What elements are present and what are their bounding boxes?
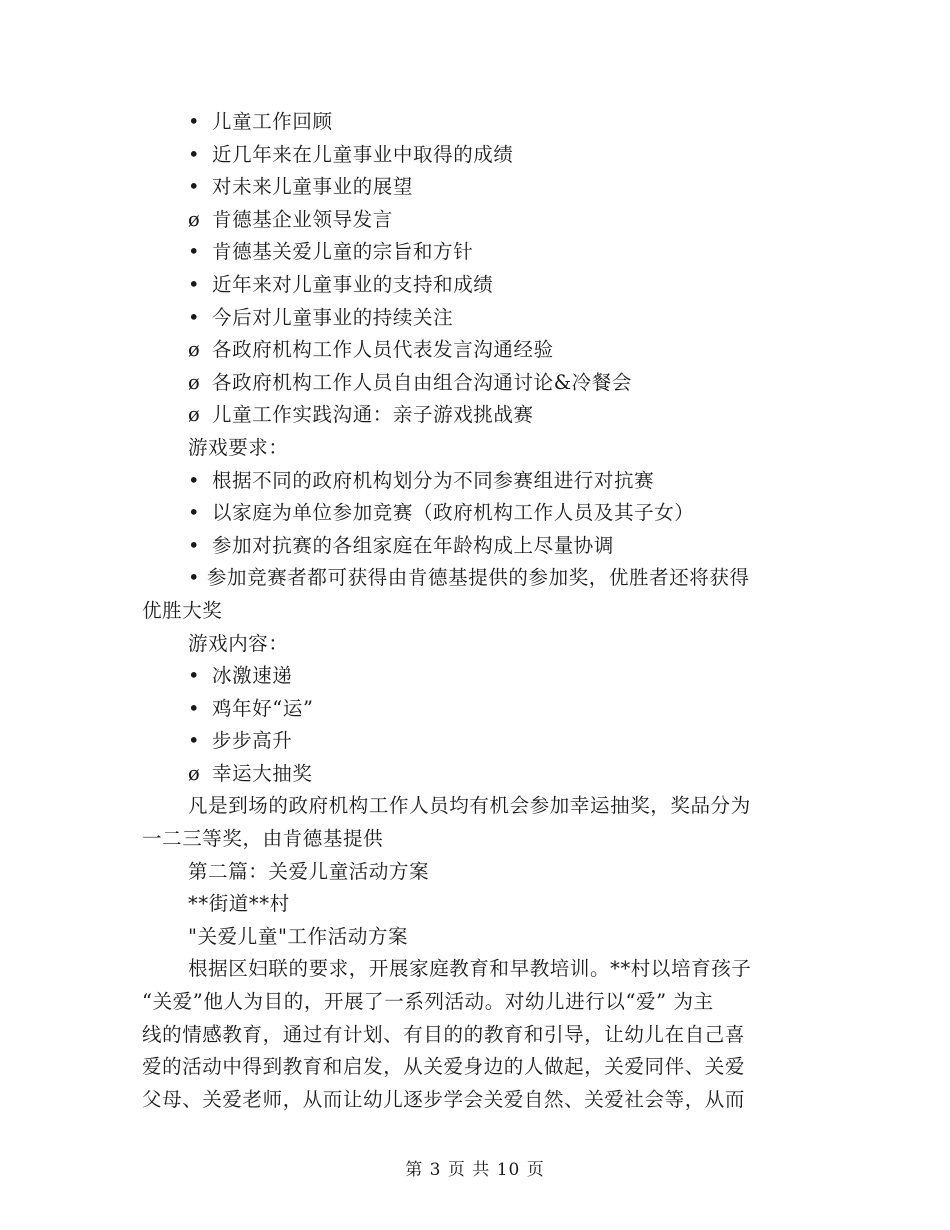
bullet-marker: ø: [188, 403, 201, 427]
paragraph-line: 爱的活动中得到教育和启发，从关爱身边的人做起，关爱同伴、关爱: [142, 1055, 746, 1079]
bullet-marker: •: [188, 305, 201, 329]
bullet-marker: •: [188, 533, 201, 557]
bullet-marker: •: [188, 729, 201, 753]
list-item: [142, 139, 808, 172]
list-item: [142, 497, 808, 530]
list-item-wrapped-line: • 参加竞赛者都可获得由肯德基提供的参加奖，优胜者还将获得: [188, 566, 750, 590]
list-item-text: 以家庭为单位参加竞赛（政府机构工作人员及其子女）: [212, 501, 695, 525]
list-item: [142, 171, 808, 204]
list-item-text: 近年来对儿童事业的支持和成绩: [212, 272, 494, 296]
list-item: [142, 693, 808, 726]
list-item-text: 对未来儿童事业的展望: [212, 175, 414, 199]
bullet-marker: •: [188, 664, 201, 688]
bullet-marker: ø: [188, 761, 201, 785]
list-item-wrapped-line: 优胜大奖: [142, 598, 223, 622]
game-requirements-label: 游戏要求：: [188, 435, 289, 459]
list-item-text: 幸运大抽奖: [212, 761, 313, 785]
list-item: [142, 334, 808, 367]
paragraph-line: 凡是到场的政府机构工作人员均有机会参加幸运抽奖，奖品分为: [188, 794, 751, 818]
bullet-marker: •: [188, 468, 201, 492]
bullet-marker: •: [188, 240, 201, 264]
bullet-marker: ø: [188, 207, 201, 231]
list-item-text: 各政府机构工作人员自由组合沟通讨论&冷餐会: [212, 370, 632, 394]
plan-title: "关爱儿童"工作活动方案: [188, 924, 409, 948]
list-item-text: 冰激速递: [212, 664, 293, 688]
village-name: **街道**村: [188, 892, 290, 916]
list-item: [142, 204, 808, 237]
list-item-text: 今后对儿童事业的持续关注: [212, 305, 454, 329]
paragraph-line: 根据区妇联的要求，开展家庭教育和早教培训。**村以培育孩子: [188, 957, 752, 981]
bullet-marker: •: [188, 175, 201, 199]
list-item-text: 根据不同的政府机构划分为不同参赛组进行对抗赛: [212, 468, 655, 492]
list-item: [142, 465, 808, 498]
bullet-marker: •: [188, 142, 201, 166]
list-item-text: 肯德基企业领导发言: [212, 207, 393, 231]
list-item: [142, 725, 808, 758]
list-item-text: 各政府机构工作人员代表发言沟通经验: [212, 338, 554, 362]
bullet-marker: ø: [188, 370, 201, 394]
list-item: [142, 236, 808, 269]
list-item: [142, 106, 808, 139]
paragraph-line: 一二三等奖，由肯德基提供: [142, 827, 384, 851]
bullet-marker: •: [188, 501, 201, 525]
bullet-marker: •: [188, 272, 201, 296]
list-item-text: 参加对抗赛的各组家庭在年龄构成上尽量协调: [212, 533, 615, 557]
bullet-marker: ø: [188, 338, 201, 362]
list-item-text: 儿童工作实践沟通：亲子游戏挑战赛: [212, 403, 534, 427]
list-item-text: 步步高升: [212, 729, 293, 753]
page-content: [142, 106, 808, 1116]
paragraph-line: 线的情感教育，通过有计划、有目的的教育和引导，让幼儿在自己喜: [142, 1022, 746, 1046]
list-item: [142, 530, 808, 563]
list-item: [142, 399, 808, 432]
list-item: [142, 660, 808, 693]
page-footer: 第 3 页 共 10 页: [405, 1160, 545, 1180]
list-item: [142, 302, 808, 335]
list-item: [142, 269, 808, 302]
chapter-title: 第二篇：关爱儿童活动方案: [188, 859, 430, 883]
game-content-label: 游戏内容：: [188, 631, 289, 655]
list-item: [142, 758, 808, 791]
list-item-text: 肯德基关爱儿童的宗旨和方针: [212, 240, 474, 264]
list-item: [142, 367, 808, 400]
bullet-marker: •: [188, 696, 201, 720]
list-item-text: 儿童工作回顾: [212, 110, 333, 133]
paragraph-line: “关爱”他人为目的，开展了一系列活动。对幼儿进行以“爱” 为主: [142, 990, 714, 1014]
list-item-text: 近几年来在儿童事业中取得的成绩: [212, 142, 514, 166]
bullet-marker: •: [188, 110, 201, 133]
list-item-text: 鸡年好“运”: [212, 696, 314, 720]
paragraph-line: 父母、关爱老师，从而让幼儿逐步学会关爱自然、关爱社会等，从而: [142, 1087, 746, 1111]
